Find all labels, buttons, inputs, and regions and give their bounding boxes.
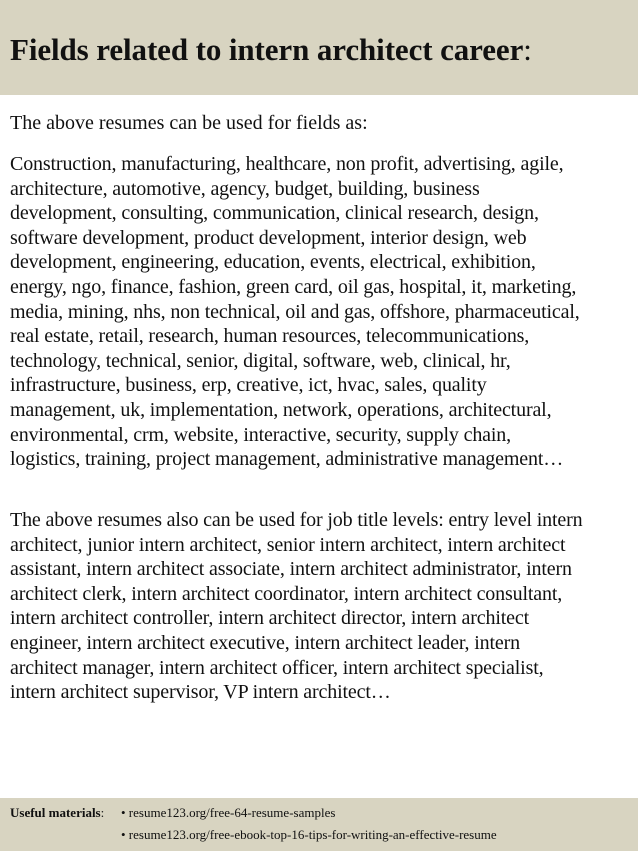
fields-line: infrastructure, business, erp, creative, ict, hvac, sales, quality bbox=[10, 374, 487, 397]
fields-paragraph bbox=[10, 152, 638, 472]
fields-line: development, consulting, communication, clinical research, design, bbox=[10, 202, 539, 225]
fields-line: development, engineering, education, events, electrical, exhibition, bbox=[10, 251, 536, 274]
job-titles-line: intern architect supervisor, VP intern architect… bbox=[10, 681, 391, 704]
job-titles-paragraph bbox=[10, 508, 638, 705]
fields-line: environmental, crm, website, interactive, security, supply chain, bbox=[10, 423, 512, 446]
job-titles-line: architect manager, intern architect officer, intern architect specialist, bbox=[10, 656, 544, 679]
intro-text: The above resumes can be used for fields as: bbox=[10, 112, 368, 134]
job-titles-line: engineer, intern architect executive, intern architect leader, intern bbox=[10, 631, 520, 654]
fields-line: technology, technical, senior, digital, software, web, clinical, hr, bbox=[10, 349, 511, 372]
job-titles-line: The above resumes also can be used for job title levels: entry level intern bbox=[10, 509, 583, 531]
fields-line: architecture, automotive, agency, budget, building, business bbox=[10, 177, 480, 200]
job-titles-line: assistant, intern architect associate, intern architect administrator, intern bbox=[10, 558, 572, 581]
title-banner bbox=[0, 0, 638, 95]
fields-line: energy, ngo, finance, fashion, green card, oil gas, hospital, it, marketing, bbox=[10, 275, 577, 298]
fields-line: Construction, manufacturing, healthcare, non profit, advertising, agile, bbox=[10, 153, 564, 175]
job-titles-line: architect, junior intern architect, senior intern architect, intern architect bbox=[10, 533, 566, 556]
job-titles-line: architect clerk, intern architect coordinator, intern architect consultant, bbox=[10, 582, 563, 605]
ebook-tips-link[interactable]: • resume123.org/free-ebook-top-16-tips-for-writing-an-effective-resume bbox=[121, 827, 497, 842]
fields-line: real estate, retail, research, human resources, telecommunications, bbox=[10, 325, 530, 348]
fields-line: software development, product development, interior design, web bbox=[10, 226, 527, 249]
fields-line: media, mining, nhs, non technical, oil and gas, offshore, pharmaceutical, bbox=[10, 300, 580, 323]
resume-samples-link[interactable]: • resume123.org/free-64-resume-samples bbox=[121, 805, 336, 820]
fields-line: logistics, training, project management, administrative management… bbox=[10, 448, 564, 471]
page-title-colon: : bbox=[523, 32, 532, 67]
useful-materials-footer bbox=[0, 798, 638, 851]
useful-materials-label-text: Useful materials bbox=[10, 805, 101, 820]
job-titles-line: intern architect controller, intern architect director, intern architect bbox=[10, 607, 529, 630]
fields-line: management, uk, implementation, network, operations, architectural, bbox=[10, 398, 552, 421]
useful-materials-label-colon: : bbox=[100, 805, 105, 820]
page-title-text: Fields related to intern architect career bbox=[10, 32, 524, 67]
page-title bbox=[10, 30, 532, 70]
useful-materials-label bbox=[10, 803, 104, 822]
